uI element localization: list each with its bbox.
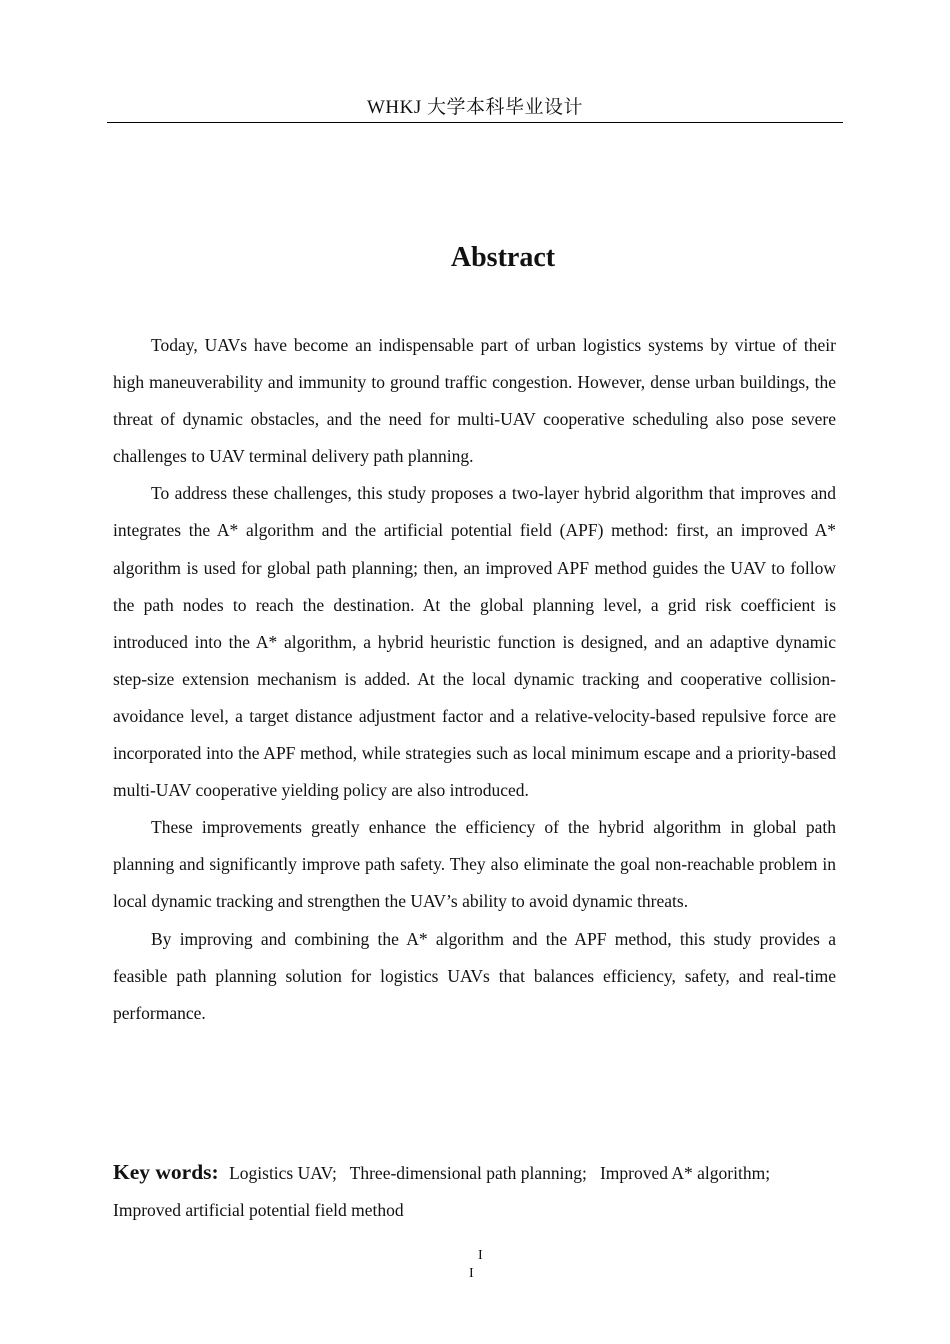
abstract-title: Abstract	[450, 242, 556, 273]
keyword-item: Improved A* algorithm;	[599, 1163, 771, 1183]
keyword-item: Logistics UAV;	[229, 1163, 337, 1183]
abstract-paragraph-3: These improvements greatly enhance the efficiency of the hybrid algorithm in global path planning and significantly improve path safety. They also eliminate the goal non-reachable problem in local dynamic tracking and strengthen the UAV’s ability to avoid dynamic threats.	[113, 817, 836, 912]
abstract-paragraph-1: Today, UAVs have become an indispensable part of urban logistics systems by virtue of their high maneuverability and immunity to ground traffic congestion. However, dense urban buildings, the threat of dynamic obstacles, and the need for multi-UAV cooperative scheduling also pose severe challenges to UAV terminal delivery path planning.	[113, 335, 836, 467]
keywords-label: Key words:	[113, 1160, 219, 1184]
header-rule	[107, 122, 843, 123]
running-header: WHKJ 大学本科毕业设计	[366, 97, 584, 118]
keywords-block	[113, 1154, 836, 1229]
page-number-footer: I	[469, 1266, 474, 1281]
keyword-item: Three-dimensional path planning;	[349, 1163, 587, 1183]
page-number: I	[478, 1248, 483, 1263]
abstract-body	[113, 327, 836, 1032]
abstract-paragraph-2: To address these challenges, this study proposes a two-layer hybrid algorithm that improves and integrates the A* algorithm and the artificial potential field (APF) method: first, an improved A* algorithm is used for global path planning; then, an improved APF method guides the UAV to follow the path nodes to reach the destination. At the global planning level, a grid risk coefficient is introduced into the A* algorithm, a hybrid heuristic function is designed, and an adaptive dynamic step-size extension mechanism is added. At the local dynamic tracking and cooperative collision-avoidance level, a target distance adjustment factor and a relative-velocity-based repulsive force are incorporated into the APF method, while strategies such as local minimum escape and a priority-based multi-UAV cooperative yielding policy are also introduced.	[113, 483, 836, 801]
keyword-item: Improved artificial potential field method	[113, 1200, 404, 1220]
abstract-paragraph-4: By improving and combining the A* algorithm and the APF method, this study provides a feasible path planning solution for logistics UAVs that balances efficiency, safety, and real-time performance.	[113, 928, 836, 1023]
